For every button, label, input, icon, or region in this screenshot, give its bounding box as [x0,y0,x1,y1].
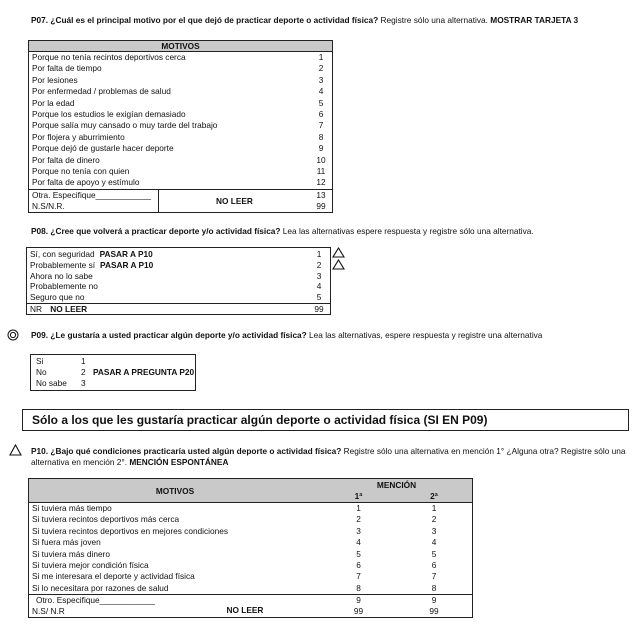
p07-row [29,63,332,74]
p10-row-c1: 3 [356,525,361,536]
p08-number: P08. [31,226,49,236]
p09-row-code: 1 [81,356,86,366]
p08-question [31,226,631,237]
p09-row-code: 3 [81,378,86,388]
p07-footer [29,189,332,212]
p07-row [29,177,332,188]
triangle-icon [333,260,344,269]
p08-nr-no-leer: NO LEER [50,303,88,314]
p07-ns-label: N.S/N.R. [32,200,65,211]
p08-row-label-wrap [27,249,308,260]
p08-row-label: Probablemente sí [30,259,96,270]
p10-row-c2: 5 [431,548,437,559]
p09-instruction: Lea las alternativas, espere respuesta y registre una alternativa [306,330,543,340]
p07-row-code: 1 [318,52,324,62]
p10-row [29,503,472,514]
p08-row [27,271,330,282]
p08-nr-code: 99 [314,303,324,314]
target-icon [7,329,19,341]
p08-row-code: 5 [316,292,322,303]
p10-row-label: Si tuviera mejor condición física [32,559,149,570]
p10-row-label: Si tuviera recintos deportivos en mejores condiciones [32,525,228,536]
p07-no-leer: NO LEER [216,195,253,206]
p08-row-code: 2 [316,259,322,270]
p10-row-c1: 7 [356,571,361,582]
p10-row-c2: 6 [431,559,437,570]
p10-col2-label: 2ª [430,491,438,501]
p09-rows [31,355,195,389]
p10-row [29,549,472,560]
p09-question-text: ¿Le gustaría a usted practicar algún deporte y/o actividad física? [50,330,307,340]
p07-question [31,15,631,26]
p10-row [29,583,472,594]
p10-row-c2: 7 [431,571,437,582]
p10-row-c1: 5 [356,548,361,559]
p10-row-c1: 6 [356,559,361,570]
p07-row-label: Por la edad [32,97,75,108]
p08-row-label: Probablemente no [30,281,98,292]
p07-row-code: 8 [318,131,324,142]
p10-row [29,514,472,525]
p08-row-skip: PASAR A P10 [99,249,153,259]
p10-row-c1: 1 [356,503,361,513]
p07-number: P07. [31,15,49,25]
p07-row [29,120,332,131]
p07-question-text: ¿Cuál es el principal motivo por el que dejó de practicar deporte o actividad física? [50,15,379,25]
p10-rows [29,503,472,594]
p07-other-code: 13 [316,189,326,200]
p10-other-c1: 9 [356,595,361,606]
p10-number: P10. [31,446,49,456]
p09-row-code: 2 [81,367,86,377]
p10-row-c2: 3 [431,525,437,536]
p08-row [27,260,330,271]
p10-ns-label: N.S/ N.R [32,606,65,617]
p10-row-c2: 4 [431,537,437,548]
p07-row-label: Porque no tenía con quien [32,165,130,176]
p07-row-label: Por enfermedad / problemas de salud [32,86,171,97]
p07-row [29,98,332,109]
p07-card-instruction: MOSTRAR TARJETA 3 [490,15,579,25]
triangle-icon [333,248,344,257]
p08-row-label-wrap [27,292,308,303]
p10-question [31,446,631,468]
p10-other-label: Otro. Especifique____________ [36,595,156,606]
p07-row [29,166,332,177]
p10-row-c2: 1 [431,503,437,513]
p07-row [29,132,332,143]
p08-row-code: 3 [316,270,322,281]
p08-row-label-wrap [27,271,308,282]
p08-rows [27,248,330,303]
p09-row-label: No [36,367,47,377]
p07-row-code: 12 [316,177,326,188]
p10-ns-c2: 99 [429,606,439,617]
p08-row-label-wrap [27,260,308,271]
p07-row-label: Por lesiones [32,74,78,85]
p10-row-label: Si tuviera más tiempo [32,503,112,513]
p08-row-skip: PASAR A P10 [100,259,154,270]
p10-row [29,526,472,537]
p07-table [28,40,333,213]
p08-row [27,281,330,292]
p07-row-code: 5 [318,97,324,108]
p10-header-motivos: MOTIVOS [155,485,195,496]
p09-row-skip: PASAR A PREGUNTA P20 [93,367,195,377]
p09-row [31,378,195,389]
p10-question-text: ¿Bajo qué condiciones practicaría usted algún deporte o actividad física? [50,446,342,456]
p07-row [29,75,332,86]
p10-row-label: Si tuviera recintos deportivos más cerca [32,514,180,525]
p10-row-c1: 8 [356,582,361,593]
p07-row [29,155,332,166]
p07-row-code: 4 [318,86,324,97]
p08-row-label: Seguro que no [30,292,85,303]
p07-row-label: Porque los estudios le exigían demasiado [32,108,186,119]
p10-table [28,478,473,618]
p08-row [27,249,330,260]
p07-row-label: Porque dejó de gustarle hacer deporte [32,143,174,154]
p08-question-text: ¿Cree que volverá a practicar deporte y/o actividad física? [50,226,281,236]
p09-row [31,367,195,378]
p08-row-code: 4 [316,281,322,292]
p07-row-code: 7 [318,120,324,131]
p07-instruction: Registre sólo una alternativa. [378,15,491,25]
p07-row [29,109,332,120]
p07-row-label: Por falta de dinero [32,154,100,165]
triangle-icon [9,444,22,456]
p10-instruction-2: alternativa en mención 2°. [31,457,130,467]
p09-question [31,330,631,341]
p09-table [30,354,196,391]
p10-spontaneous: MENCIÓN ESPONTÁNEA [129,457,229,467]
p07-ns-code: 99 [316,200,326,211]
p07-row [29,86,332,97]
p08-nr-label: NR [30,303,42,314]
p10-col1-label: 1ª [354,491,363,501]
p07-row-code: 3 [318,74,324,85]
p10-row-c1: 4 [356,537,361,548]
p10-row-label: Si lo necesitara por razones de salud [32,582,169,593]
p10-instruction-1: Registre sólo una alternativa en mención 1° ¿Alguna otra? Registre sólo una [341,446,626,456]
p07-row-label: Por falta de tiempo [32,63,102,74]
p08-table [26,247,331,315]
p07-row-code: 11 [316,165,326,176]
section-banner: Sólo a los que les gustaría practicar algún deporte o actividad física (SI EN P09) [22,409,629,431]
p10-table-header [29,479,472,503]
p07-row-code: 6 [318,108,324,119]
p07-other-label: Otra. Especifique____________ [32,189,152,200]
p08-row-label-wrap [27,281,308,292]
p07-row-label: Porque salía muy cansado o muy tarde del trabajo [32,120,218,131]
p07-row-code: 9 [318,143,324,154]
p10-row-c2: 8 [431,582,437,593]
p10-row [29,537,472,548]
p09-row-label: Si [36,356,44,366]
p07-row-label: Por falta de apoyo y estímulo [32,177,140,188]
p10-row-label: Si tuviera más dinero [32,548,110,559]
p10-row-c2: 2 [431,514,437,525]
p10-row-label: Si me interesara el deporte y actividad física [32,571,195,582]
p08-row-label: Ahora no lo sabe [30,270,93,281]
p10-row [29,571,472,582]
p07-row [29,52,332,63]
p08-instruction: Lea las alternativas espere respuesta y registre sólo una alternativa. [280,226,534,236]
p07-row-label: Por flojera y aburrimiento [32,131,125,142]
p10-row-c1: 2 [356,514,361,525]
p10-header-mencion [321,479,472,502]
p10-no-leer: NO LEER [226,605,264,616]
p10-row [29,560,472,571]
p07-rows [29,52,332,189]
p08-row [27,292,330,303]
p10-other-c2: 9 [431,595,437,606]
p10-ns-c1: 99 [353,606,364,617]
p08-skip-triangles [332,247,345,271]
p10-mencion-label: MENCIÓN [376,480,417,490]
p10-row-label: Si fuera más joven [32,537,101,548]
p10-footer [29,594,472,617]
p09-number: P09. [31,330,49,340]
p09-row-label: No sabe [36,378,67,388]
p08-nr-row [27,303,330,314]
p08-row-code: 1 [316,249,322,259]
p07-row-code: 10 [316,154,326,165]
p08-row-label: Sí, con seguridad [30,249,95,259]
p07-row [29,143,332,154]
p09-row [31,356,195,367]
p07-row-label: Porque no tenía recintos deportivos cerca [32,52,186,62]
p07-table-header: MOTIVOS [29,41,332,52]
p07-row-code: 2 [318,63,324,74]
